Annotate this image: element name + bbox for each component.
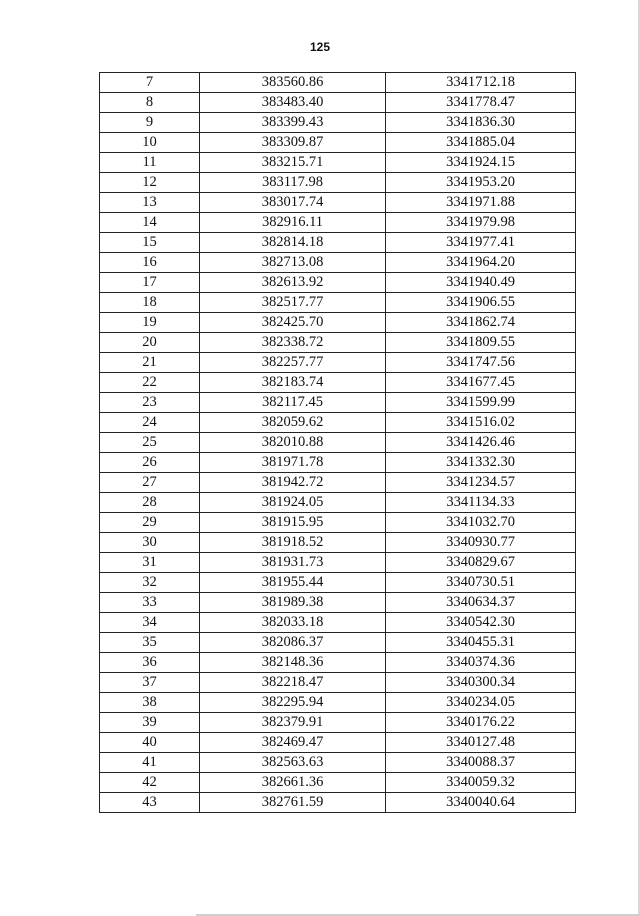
x-coordinate-cell: 382916.11: [200, 213, 386, 233]
x-coordinate-cell: 382761.59: [200, 793, 386, 813]
point-number-cell: 11: [100, 153, 200, 173]
x-coordinate-cell: 381931.73: [200, 553, 386, 573]
table-row: [100, 273, 576, 293]
y-coordinate-cell: 3341032.70: [386, 513, 576, 533]
point-number-cell: 36: [100, 653, 200, 673]
point-number-cell: 37: [100, 673, 200, 693]
table-row: [100, 473, 576, 493]
y-coordinate-cell: 3341964.20: [386, 253, 576, 273]
x-coordinate-cell: 382469.47: [200, 733, 386, 753]
table-row: [100, 393, 576, 413]
y-coordinate-cell: 3340634.37: [386, 593, 576, 613]
point-number-cell: 26: [100, 453, 200, 473]
table-row: [100, 293, 576, 313]
table-row: [100, 573, 576, 593]
table-row: [100, 373, 576, 393]
table-row: [100, 313, 576, 333]
point-number-cell: 16: [100, 253, 200, 273]
y-coordinate-cell: 3341599.99: [386, 393, 576, 413]
point-number-cell: 23: [100, 393, 200, 413]
coordinate-table: [99, 72, 576, 813]
y-coordinate-cell: 3341977.41: [386, 233, 576, 253]
y-coordinate-cell: 3340829.67: [386, 553, 576, 573]
x-coordinate-cell: 382379.91: [200, 713, 386, 733]
y-coordinate-cell: 3341862.74: [386, 313, 576, 333]
point-number-cell: 18: [100, 293, 200, 313]
y-coordinate-cell: 3341953.20: [386, 173, 576, 193]
x-coordinate-cell: 382059.62: [200, 413, 386, 433]
x-coordinate-cell: 383117.98: [200, 173, 386, 193]
table-row: [100, 713, 576, 733]
y-coordinate-cell: 3340234.05: [386, 693, 576, 713]
x-coordinate-cell: 382661.36: [200, 773, 386, 793]
x-coordinate-cell: 382010.88: [200, 433, 386, 453]
x-coordinate-cell: 381915.95: [200, 513, 386, 533]
point-number-cell: 9: [100, 113, 200, 133]
y-coordinate-cell: 3341234.57: [386, 473, 576, 493]
y-coordinate-cell: 3341516.02: [386, 413, 576, 433]
table-row: [100, 453, 576, 473]
table-row: [100, 513, 576, 533]
table-row: [100, 773, 576, 793]
y-coordinate-cell: 3340040.64: [386, 793, 576, 813]
table-row: [100, 753, 576, 773]
x-coordinate-cell: 383483.40: [200, 93, 386, 113]
point-number-cell: 31: [100, 553, 200, 573]
point-number-cell: 10: [100, 133, 200, 153]
y-coordinate-cell: 3341971.88: [386, 193, 576, 213]
y-coordinate-cell: 3341778.47: [386, 93, 576, 113]
x-coordinate-cell: 382338.72: [200, 333, 386, 353]
point-number-cell: 19: [100, 313, 200, 333]
table-row: [100, 653, 576, 673]
point-number-cell: 14: [100, 213, 200, 233]
y-coordinate-cell: 3341712.18: [386, 73, 576, 93]
table-row: [100, 133, 576, 153]
x-coordinate-cell: 382563.63: [200, 753, 386, 773]
table-row: [100, 733, 576, 753]
x-coordinate-cell: 382613.92: [200, 273, 386, 293]
table-row: [100, 173, 576, 193]
x-coordinate-cell: 383309.87: [200, 133, 386, 153]
y-coordinate-cell: 3341677.45: [386, 373, 576, 393]
point-number-cell: 33: [100, 593, 200, 613]
y-coordinate-cell: 3341747.56: [386, 353, 576, 373]
table-row: [100, 613, 576, 633]
point-number-cell: 43: [100, 793, 200, 813]
x-coordinate-cell: 382713.08: [200, 253, 386, 273]
point-number-cell: 8: [100, 93, 200, 113]
coordinate-table-body: [100, 73, 576, 813]
x-coordinate-cell: 381989.38: [200, 593, 386, 613]
y-coordinate-cell: 3341885.04: [386, 133, 576, 153]
point-number-cell: 17: [100, 273, 200, 293]
y-coordinate-cell: 3340088.37: [386, 753, 576, 773]
table-row: [100, 493, 576, 513]
x-coordinate-cell: 381918.52: [200, 533, 386, 553]
y-coordinate-cell: 3340300.34: [386, 673, 576, 693]
x-coordinate-cell: 381971.78: [200, 453, 386, 473]
table-row: [100, 673, 576, 693]
y-coordinate-cell: 3341134.33: [386, 493, 576, 513]
table-row: [100, 693, 576, 713]
y-coordinate-cell: 3341979.98: [386, 213, 576, 233]
table-row: [100, 93, 576, 113]
table-row: [100, 793, 576, 813]
point-number-cell: 41: [100, 753, 200, 773]
table-row: [100, 353, 576, 373]
point-number-cell: 25: [100, 433, 200, 453]
y-coordinate-cell: 3341924.15: [386, 153, 576, 173]
point-number-cell: 12: [100, 173, 200, 193]
table-row: [100, 633, 576, 653]
x-coordinate-cell: 382218.47: [200, 673, 386, 693]
point-number-cell: 22: [100, 373, 200, 393]
table-row: [100, 153, 576, 173]
x-coordinate-cell: 382257.77: [200, 353, 386, 373]
table-row: [100, 553, 576, 573]
y-coordinate-cell: 3340542.30: [386, 613, 576, 633]
y-coordinate-cell: 3341906.55: [386, 293, 576, 313]
point-number-cell: 27: [100, 473, 200, 493]
x-coordinate-cell: 381942.72: [200, 473, 386, 493]
y-coordinate-cell: 3341940.49: [386, 273, 576, 293]
table-row: [100, 193, 576, 213]
y-coordinate-cell: 3341809.55: [386, 333, 576, 353]
point-number-cell: 21: [100, 353, 200, 373]
point-number-cell: 40: [100, 733, 200, 753]
y-coordinate-cell: 3340455.31: [386, 633, 576, 653]
point-number-cell: 29: [100, 513, 200, 533]
point-number-cell: 38: [100, 693, 200, 713]
x-coordinate-cell: 382814.18: [200, 233, 386, 253]
point-number-cell: 7: [100, 73, 200, 93]
x-coordinate-cell: 383399.43: [200, 113, 386, 133]
page-number: 125: [309, 40, 331, 54]
x-coordinate-cell: 382033.18: [200, 613, 386, 633]
y-coordinate-cell: 3340730.51: [386, 573, 576, 593]
point-number-cell: 24: [100, 413, 200, 433]
point-number-cell: 20: [100, 333, 200, 353]
y-coordinate-cell: 3340059.32: [386, 773, 576, 793]
table-row: [100, 593, 576, 613]
x-coordinate-cell: 381955.44: [200, 573, 386, 593]
table-row: [100, 333, 576, 353]
y-coordinate-cell: 3340374.36: [386, 653, 576, 673]
table-row: [100, 213, 576, 233]
table-row: [100, 113, 576, 133]
y-coordinate-cell: 3340127.48: [386, 733, 576, 753]
x-coordinate-cell: 382425.70: [200, 313, 386, 333]
point-number-cell: 15: [100, 233, 200, 253]
x-coordinate-cell: 382183.74: [200, 373, 386, 393]
point-number-cell: 32: [100, 573, 200, 593]
x-coordinate-cell: 381924.05: [200, 493, 386, 513]
table-row: [100, 413, 576, 433]
table-row: [100, 433, 576, 453]
y-coordinate-cell: 3340930.77: [386, 533, 576, 553]
point-number-cell: 42: [100, 773, 200, 793]
x-coordinate-cell: 382148.36: [200, 653, 386, 673]
x-coordinate-cell: 382517.77: [200, 293, 386, 313]
y-coordinate-cell: 3340176.22: [386, 713, 576, 733]
y-coordinate-cell: 3341332.30: [386, 453, 576, 473]
table-row: [100, 533, 576, 553]
y-coordinate-cell: 3341426.46: [386, 433, 576, 453]
x-coordinate-cell: 383560.86: [200, 73, 386, 93]
table-row: [100, 253, 576, 273]
point-number-cell: 13: [100, 193, 200, 213]
point-number-cell: 35: [100, 633, 200, 653]
x-coordinate-cell: 382086.37: [200, 633, 386, 653]
point-number-cell: 28: [100, 493, 200, 513]
table-row: [100, 73, 576, 93]
y-coordinate-cell: 3341836.30: [386, 113, 576, 133]
x-coordinate-cell: 382117.45: [200, 393, 386, 413]
table-row: [100, 233, 576, 253]
x-coordinate-cell: 382295.94: [200, 693, 386, 713]
point-number-cell: 30: [100, 533, 200, 553]
point-number-cell: 39: [100, 713, 200, 733]
x-coordinate-cell: 383017.74: [200, 193, 386, 213]
point-number-cell: 34: [100, 613, 200, 633]
x-coordinate-cell: 383215.71: [200, 153, 386, 173]
